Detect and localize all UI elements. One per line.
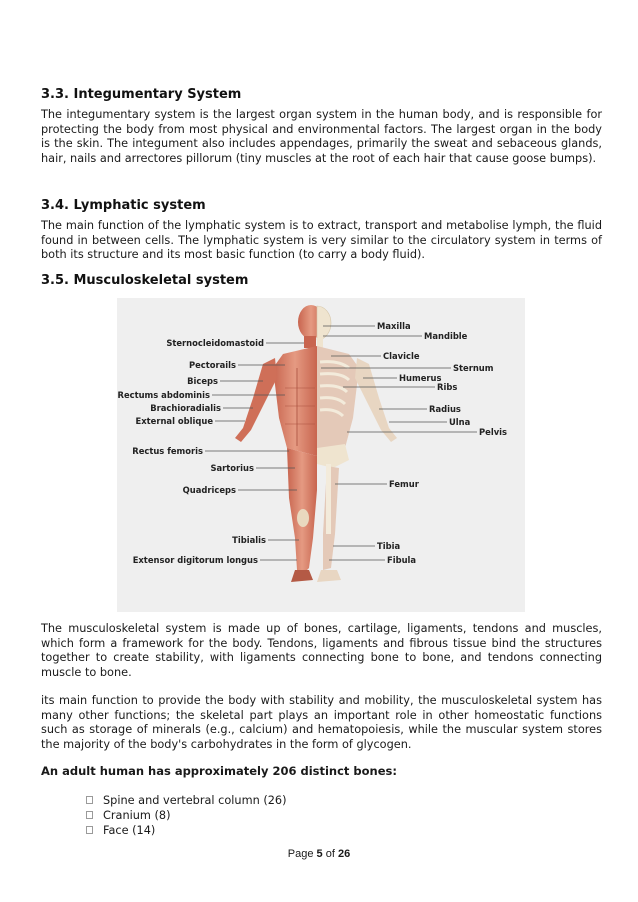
label-maxilla: Maxilla	[377, 321, 411, 331]
label-mandible: Mandible	[424, 331, 468, 341]
bullet-box-icon	[86, 826, 93, 834]
lymphatic-heading: 3.4. Lymphatic system	[41, 198, 206, 213]
label-sternum: Sternum	[453, 363, 494, 373]
label-extensor-digitorum-longus: Extensor digitorum longus	[132, 555, 258, 565]
lymphatic-paragraph: The main function of the lymphatic system is to extract, transport and metabolise lymph, the fluid found in between cells. The lymphatic system is very similar to the circulatory system in terms of both its structure and its most basic function (to carry a body fluid).	[41, 219, 602, 262]
footer-current-page: 5	[316, 848, 323, 860]
bone-item-label: Face (14)	[103, 824, 156, 837]
bones-list	[86, 793, 287, 838]
label-ulna: Ulna	[449, 417, 471, 427]
label-fibula: Fibula	[387, 555, 417, 565]
label-humerus: Humerus	[399, 373, 442, 383]
label-sartorius: Sartorius	[210, 463, 254, 473]
label-brachioradialis: Brachioradialis	[150, 403, 221, 413]
label-rectus-femoris: Rectus femoris	[132, 446, 203, 456]
bones-heading: An adult human has approximately 206 distinct bones:	[41, 764, 397, 778]
bone-item-label: Spine and vertebral column (26)	[103, 794, 287, 807]
label-rectus-abdominis: Rectums abdominis	[117, 390, 210, 400]
page-footer	[0, 848, 638, 860]
label-radius: Radius	[429, 404, 461, 414]
musculoskeletal-paragraph-1: The musculoskeletal system is made up of bones, cartilage, ligaments, tendons and muscles, which form a framework for the body. Tendons, ligaments and fibrous tissue bind the structures together to create stability, with ligaments connecting bone to bone, and tendons connecting muscle to bone.	[41, 622, 602, 679]
musculoskeletal-heading: 3.5. Musculoskeletal system	[41, 273, 249, 288]
bullet-box-icon	[86, 811, 93, 819]
label-femur: Femur	[389, 479, 419, 489]
musculoskeletal-figure	[117, 298, 525, 612]
label-sternocleidomastoid: Sternocleidomastoid	[166, 338, 264, 348]
label-external-oblique: External oblique	[135, 416, 213, 426]
label-pelvis: Pelvis	[479, 427, 508, 437]
label-quadriceps: Quadriceps	[182, 485, 236, 495]
label-pectorals: Pectorails	[188, 360, 236, 370]
list-item	[86, 823, 287, 838]
list-item	[86, 808, 287, 823]
label-tibia: Tibia	[377, 541, 401, 551]
bone-item-label: Cranium (8)	[103, 809, 171, 822]
label-clavicle: Clavicle	[383, 351, 420, 361]
bullet-box-icon	[86, 796, 93, 804]
label-biceps: Biceps	[187, 376, 218, 386]
musculoskeletal-paragraph-2: its main function to provide the body with stability and mobility, the musculoskeletal system has many other functions; the skeletal part plays an important role in other homeostatic functions such as storage of minerals (e.g., calcium) and hematopoiesis, while the muscular system stores the majority of the body's carbohydrates in the form of glycogen.	[41, 694, 602, 751]
list-item	[86, 793, 287, 808]
integumentary-paragraph: The integumentary system is the largest organ system in the human body, and is responsible for protecting the body from most physical and environmental factors. The largest organ in the body is the skin. The integument also includes appendages, primarily the sweat and sebaceous glands, hair, nails and arrectores pillorum (tiny muscles at the root of each hair that cause goose bumps).	[41, 108, 602, 165]
footer-prefix: Page	[287, 848, 317, 860]
footer-total-pages: 26	[337, 848, 351, 860]
integumentary-heading: 3.3. Integumentary System	[41, 87, 242, 102]
label-tibialis: Tibialis	[232, 535, 266, 545]
label-ribs: Ribs	[437, 382, 458, 392]
footer-of: of	[322, 848, 338, 860]
anatomy-illustration	[117, 298, 525, 612]
